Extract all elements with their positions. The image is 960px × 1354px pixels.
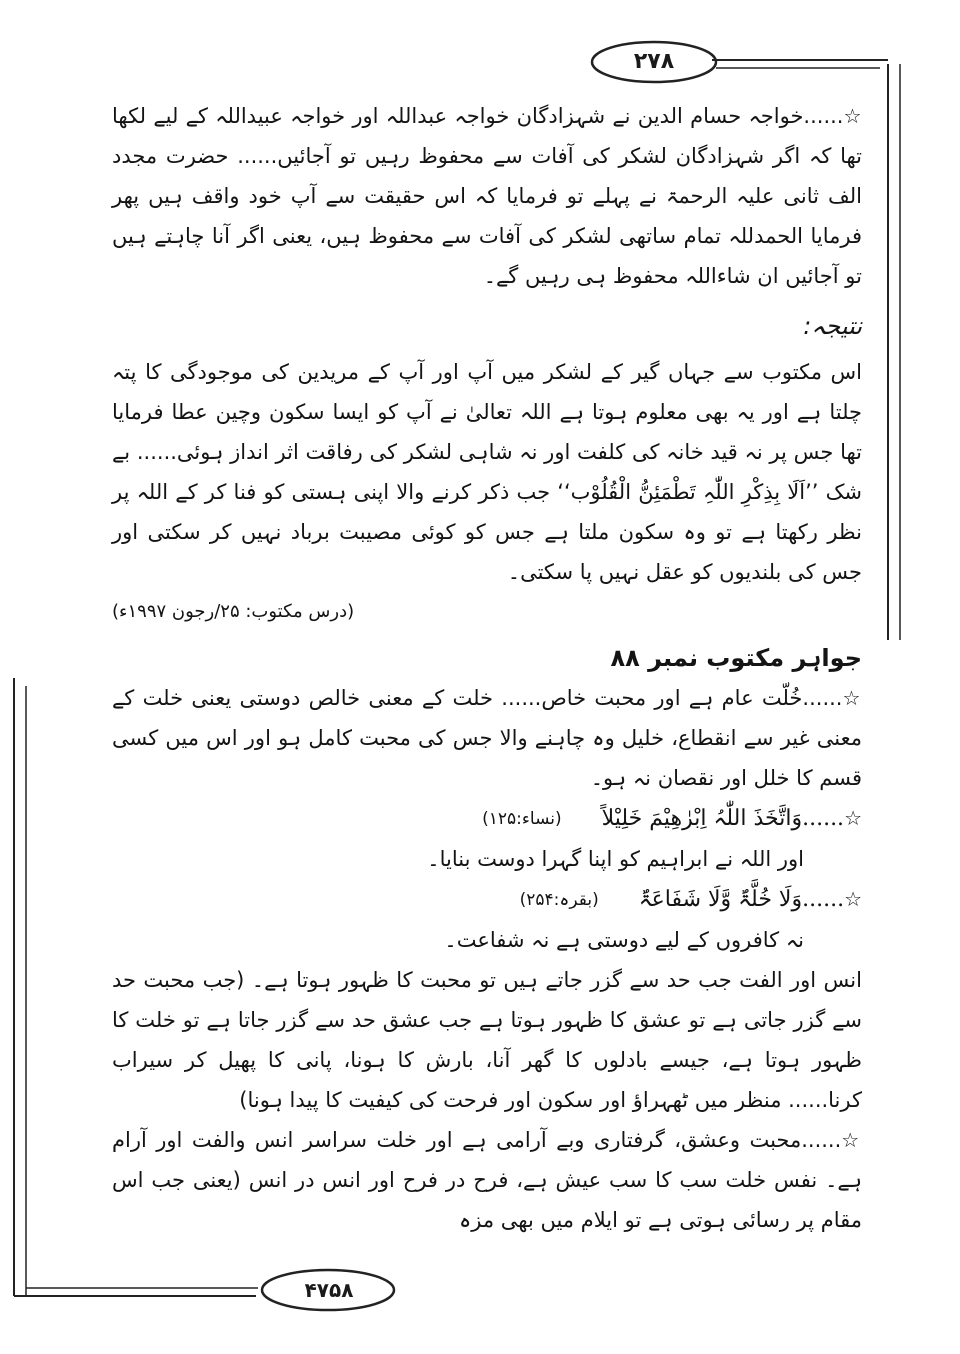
verse1-text: ......وَاتَّخَذَ اللّٰہُ اِبْرٰھِیْمَ خَلِیْلاً [601, 806, 845, 831]
result-paragraph: اس مکتوب سے جہاں گیر کے لشکر میں آپ اور آپ کے مریدین کی موجودگی کا پتہ چلتا ہے اور یہ بھی معلوم ہوتا ہے اللہ تعالیٰ نے آپ کو ایسا سکون وچین عطا فرمایا تھا جس پر نہ قید خانہ کی کلفت اور نہ شاہی لشکر کی رفاقت اثر انداز ہوئی...... بے شک ’’اَلَا بِذِکْرِ اللّٰہِ تَطْمَئِنُّ الْقُلُوْب‘‘ جب ذکر کرنے والا اپنی ہستی کو فنا کر کے اللہ پر نظر رکھتا ہے تو وہ سکون ملتا ہے جس کو کوئی مصیبت برباد نہیں کر سکتی اور جس کی بلندیوں کو عقل نہیں پا سکتی۔ [112, 360, 862, 584]
section1-text: ......خواجہ حسام الدین نے شہزادگان خواجہ عبداللہ اور خواجہ عبیداللہ کے لیے لکھا تھا کہ اگر شہزادگان لشکر کی آفات سے محفوظ رہیں تو آجائیں...... حضرت مجدد الف ثانی علیہ الرحمۃ نے پہلے تو فرمایا کہ اس حقیقت سے آپ خود واقف ہیں پھر فرمایا الحمدللہ تمام ساتھی لشکر کی آفات سے محفوظ ہیں، یعنی اگر آنا چاہتے ہیں تو آجائیں ان شاءاللہ محفوظ ہی رہیں گے۔ [112, 104, 862, 288]
verse2-line [112, 879, 862, 920]
verse1-translation: اور اللہ نے ابراہیم کو اپنا گہرا دوست بنایا۔ [427, 847, 804, 871]
section1-paragraph [112, 96, 862, 296]
verse1-line [112, 798, 862, 839]
letter88-para3 [112, 1120, 862, 1240]
page-number-bottom: ۴۷۵۸ [304, 1278, 354, 1302]
star-bullet-icon: ☆ [842, 686, 862, 710]
verse1-reference: (نساء:۱۲۵) [482, 808, 562, 829]
result-heading: نتیجہ: [803, 312, 862, 340]
verse2-reference: (بقرہ:۲۵۴) [519, 889, 599, 910]
star-bullet-icon: ☆ [844, 887, 862, 911]
letter88-para1-text: ......خُلّت عام ہے اور محبت خاص...... خلت کے معنی خالص دوستی یعنی خلت کے معنی غیر سے انقطاع، خلیل وہ چاہنے والا جس کی محبت کامل ہو اور اس میں کسی قسم کا خلل اور نقصان نہ ہو۔ [112, 686, 862, 790]
letter88-para3-text: ......محبت وعشق، گرفتاری وبے آرامی ہے اور خلت سراسر انس والفت اور آرام ہے۔ نفس خلت سب کا سب عیش ہے، فرح در فرح اور انس در انس (یعنی جب اس مقام پر رسائی ہوتی ہے تو ایلام میں بھی مزہ [112, 1128, 862, 1232]
star-bullet-icon: ☆ [843, 104, 862, 128]
page-body [112, 96, 862, 1240]
result-reference: (درس مکتوب: ۲۵/رجون ۱۹۹۷ء) [112, 601, 355, 622]
verse2-translation: نہ کافروں کے لیے دوستی ہے نہ شفاعت۔ [444, 928, 804, 952]
letter88-heading: جواہر مکتوب نمبر ۸۸ [610, 644, 862, 672]
letter88-para2: انس اور الفت جب حد سے گزر جاتے ہیں تو محبت کا ظہور ہوتا ہے۔ (جب محبت حد سے گزر جاتی ہے تو عشق کا ظہور ہوتا ہے جب عشق حد سے گزر جاتا ہے تو خلت کا ظہور ہوتا ہے، جیسے بادلوں کا گھر آنا، بارش کا ہونا، پانی کا پھیل کر سیراب کرنا...... منظر میں ٹھہراؤ اور سکون اور فرحت کی کیفیت کا پیدا ہونا) [112, 968, 862, 1112]
letter88-para1 [112, 678, 862, 798]
star-bullet-icon: ☆ [844, 806, 862, 830]
verse2-text: ......وَلَا خُلَّۃٌ وَّلَا شَفَاعَۃٌ [638, 887, 845, 912]
star-bullet-icon: ☆ [841, 1128, 862, 1152]
page-number-top: ۲۷۸ [633, 49, 675, 74]
